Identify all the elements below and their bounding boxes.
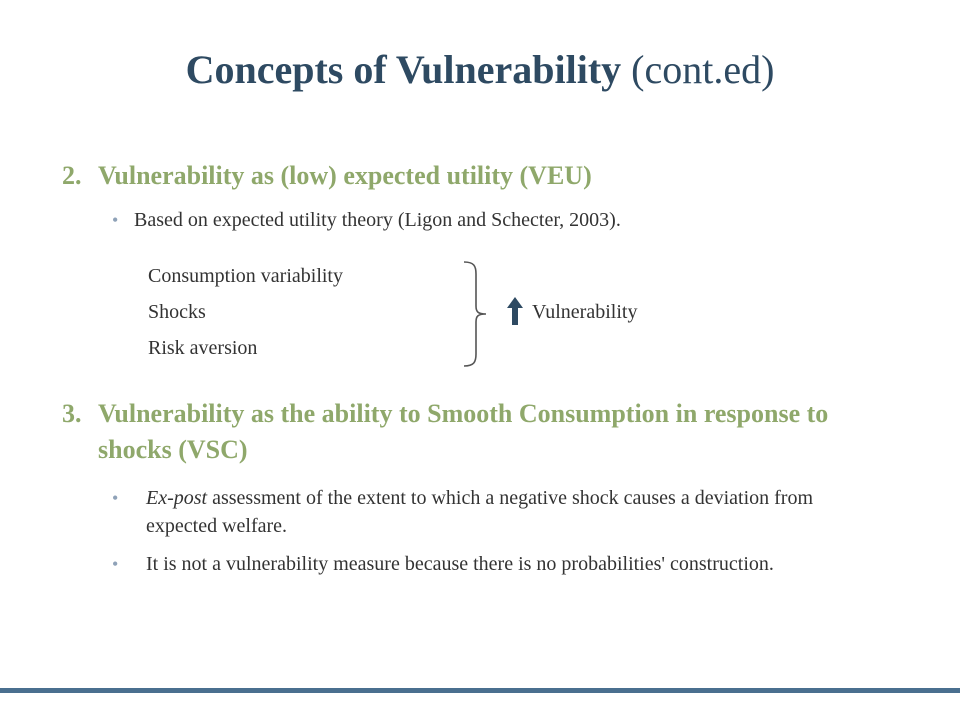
bullet-dot-icon: •	[112, 488, 119, 508]
section-2-number: 2.	[62, 161, 82, 190]
slide-title	[0, 46, 960, 94]
section-3-bullet-1	[112, 484, 876, 540]
bullet-dot-icon: •	[112, 210, 119, 230]
factor-consumption-variability: Consumption variability	[148, 265, 343, 287]
factor-shocks: Shocks	[148, 301, 206, 323]
section-3-heading-text: Vulnerability as the ability to Smooth Consumption in response to shocks (VSC)	[98, 399, 829, 464]
section-2-heading	[62, 158, 882, 194]
section-3-bullet-2	[112, 550, 876, 578]
section-3-heading	[62, 396, 882, 468]
factor-risk-aversion: Risk aversion	[148, 337, 258, 359]
up-arrow-icon	[506, 296, 524, 326]
section-3-bullet-2-text: It is not a vulnerability measure because there is no probabilities' construction.	[146, 553, 774, 575]
vulnerability-label: Vulnerability	[532, 301, 638, 323]
ex-post-italic: Ex-post	[146, 487, 208, 509]
slide-title-main: Concepts of Vulnerability	[185, 47, 622, 92]
section-3-number: 3.	[62, 399, 82, 428]
section-2-heading-text: Vulnerability as (low) expected utility (VEU)	[98, 161, 592, 190]
footer-bar	[0, 688, 960, 693]
section-2-bullet-text: Based on expected utility theory (Ligon and Schecter, 2003).	[134, 209, 621, 231]
section-3-bullet-1-text: assessment of the extent to which a negative shock causes a deviation from expected welfare.	[146, 487, 814, 537]
slide-title-suffix: (cont.ed)	[631, 47, 775, 92]
right-brace-icon	[460, 258, 490, 370]
section-2-bullet	[112, 206, 834, 234]
bullet-dot-icon: •	[112, 554, 119, 574]
